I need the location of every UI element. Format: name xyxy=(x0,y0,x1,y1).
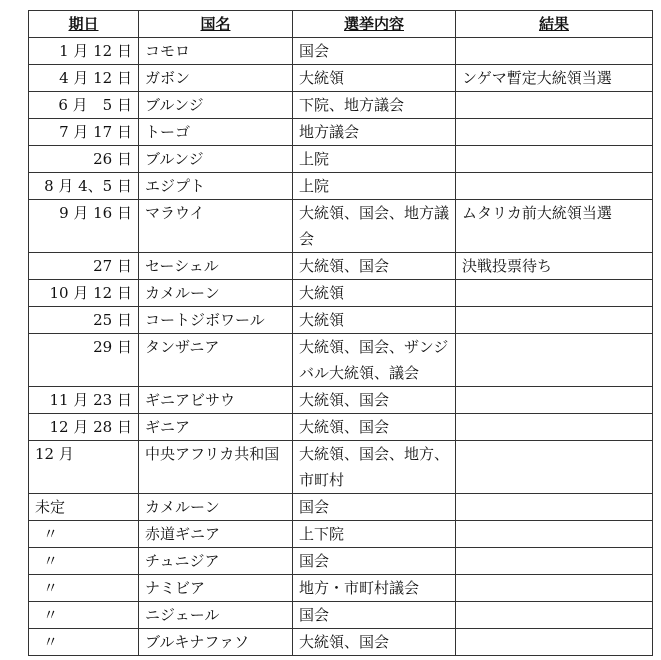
result-cell xyxy=(456,334,653,387)
table-row xyxy=(29,92,653,119)
table-row xyxy=(29,602,653,629)
date-cell: 4 月 12 日 xyxy=(29,65,139,92)
date-cell: 7 月 17 日 xyxy=(29,119,139,146)
table-row xyxy=(29,307,653,334)
content-cell: 地方・市町村議会 xyxy=(293,575,456,602)
content-cell: 国会 xyxy=(293,38,456,65)
table-row xyxy=(29,548,653,575)
result-cell: 決戦投票待ち xyxy=(456,253,653,280)
country-cell: セーシェル xyxy=(139,253,293,280)
date-cell: 27 日 xyxy=(29,253,139,280)
election-schedule-table xyxy=(28,10,653,656)
result-cell xyxy=(456,494,653,521)
content-cell: 大統領、国会 xyxy=(293,414,456,441)
result-cell xyxy=(456,575,653,602)
result-cell xyxy=(456,92,653,119)
content-cell: 大統領、国会 xyxy=(293,387,456,414)
content-cell: 国会 xyxy=(293,602,456,629)
table-row xyxy=(29,334,653,387)
content-cell: 大統領、国会、ザンジバル大統領、議会 xyxy=(293,334,456,387)
content-cell: 大統領、国会、地方議会 xyxy=(293,200,456,253)
table-row xyxy=(29,38,653,65)
content-cell: 地方議会 xyxy=(293,119,456,146)
country-cell: ナミビア xyxy=(139,575,293,602)
content-cell: 大統領、国会 xyxy=(293,253,456,280)
date-cell: 12 月 28 日 xyxy=(29,414,139,441)
date-cell: 10 月 12 日 xyxy=(29,280,139,307)
result-cell xyxy=(456,602,653,629)
table-row xyxy=(29,494,653,521)
header-date: 期日 xyxy=(29,11,139,38)
table-row xyxy=(29,173,653,200)
country-cell: チュニジア xyxy=(139,548,293,575)
table-row xyxy=(29,629,653,656)
result-cell xyxy=(456,387,653,414)
header-country: 国名 xyxy=(139,11,293,38)
result-cell xyxy=(456,629,653,656)
table-row xyxy=(29,441,653,494)
country-cell: ブルキナファソ xyxy=(139,629,293,656)
date-cell: 〃 xyxy=(29,575,139,602)
date-cell: 8 月 4、5 日 xyxy=(29,173,139,200)
country-cell: ガボン xyxy=(139,65,293,92)
table-row xyxy=(29,65,653,92)
country-cell: ブルンジ xyxy=(139,146,293,173)
result-cell xyxy=(456,38,653,65)
content-cell: 大統領 xyxy=(293,307,456,334)
country-cell: ギニア xyxy=(139,414,293,441)
country-cell: コモロ xyxy=(139,38,293,65)
country-cell: ギニアビサウ xyxy=(139,387,293,414)
country-cell: コートジボワール xyxy=(139,307,293,334)
content-cell: 大統領 xyxy=(293,280,456,307)
table-row xyxy=(29,387,653,414)
content-cell: 上院 xyxy=(293,173,456,200)
table-row xyxy=(29,521,653,548)
content-cell: 大統領 xyxy=(293,65,456,92)
date-cell: 26 日 xyxy=(29,146,139,173)
table-row xyxy=(29,253,653,280)
table-header-row xyxy=(29,11,653,38)
country-cell: トーゴ xyxy=(139,119,293,146)
content-cell: 大統領、国会、地方、市町村 xyxy=(293,441,456,494)
country-cell: タンザニア xyxy=(139,334,293,387)
date-cell: 未定 xyxy=(29,494,139,521)
content-cell: 下院、地方議会 xyxy=(293,92,456,119)
result-cell xyxy=(456,548,653,575)
header-result: 結果 xyxy=(456,11,653,38)
table-row xyxy=(29,280,653,307)
country-cell: 中央アフリカ共和国 xyxy=(139,441,293,494)
date-cell: 12 月 xyxy=(29,441,139,494)
result-cell xyxy=(456,414,653,441)
date-cell: 〃 xyxy=(29,629,139,656)
date-cell: 6 月 5 日 xyxy=(29,92,139,119)
result-cell xyxy=(456,173,653,200)
date-cell: 〃 xyxy=(29,548,139,575)
country-cell: ニジェール xyxy=(139,602,293,629)
date-cell: 〃 xyxy=(29,521,139,548)
result-cell xyxy=(456,521,653,548)
table-row xyxy=(29,414,653,441)
content-cell: 国会 xyxy=(293,494,456,521)
result-cell xyxy=(456,146,653,173)
content-cell: 大統領、国会 xyxy=(293,629,456,656)
content-cell: 上院 xyxy=(293,146,456,173)
result-cell: ンゲマ暫定大統領当選 xyxy=(456,65,653,92)
date-cell: 9 月 16 日 xyxy=(29,200,139,253)
result-cell xyxy=(456,307,653,334)
date-cell: 11 月 23 日 xyxy=(29,387,139,414)
date-cell: 25 日 xyxy=(29,307,139,334)
country-cell: エジプト xyxy=(139,173,293,200)
table-row xyxy=(29,146,653,173)
result-cell: ムタリカ前大統領当選 xyxy=(456,200,653,253)
content-cell: 上下院 xyxy=(293,521,456,548)
content-cell: 国会 xyxy=(293,548,456,575)
country-cell: 赤道ギニア xyxy=(139,521,293,548)
result-cell xyxy=(456,280,653,307)
table-row xyxy=(29,119,653,146)
country-cell: カメルーン xyxy=(139,280,293,307)
result-cell xyxy=(456,441,653,494)
header-content: 選挙内容 xyxy=(293,11,456,38)
result-cell xyxy=(456,119,653,146)
country-cell: マラウイ xyxy=(139,200,293,253)
date-cell: 1 月 12 日 xyxy=(29,38,139,65)
table-row xyxy=(29,575,653,602)
country-cell: カメルーン xyxy=(139,494,293,521)
country-cell: ブルンジ xyxy=(139,92,293,119)
table-row xyxy=(29,200,653,253)
date-cell: 〃 xyxy=(29,602,139,629)
date-cell: 29 日 xyxy=(29,334,139,387)
